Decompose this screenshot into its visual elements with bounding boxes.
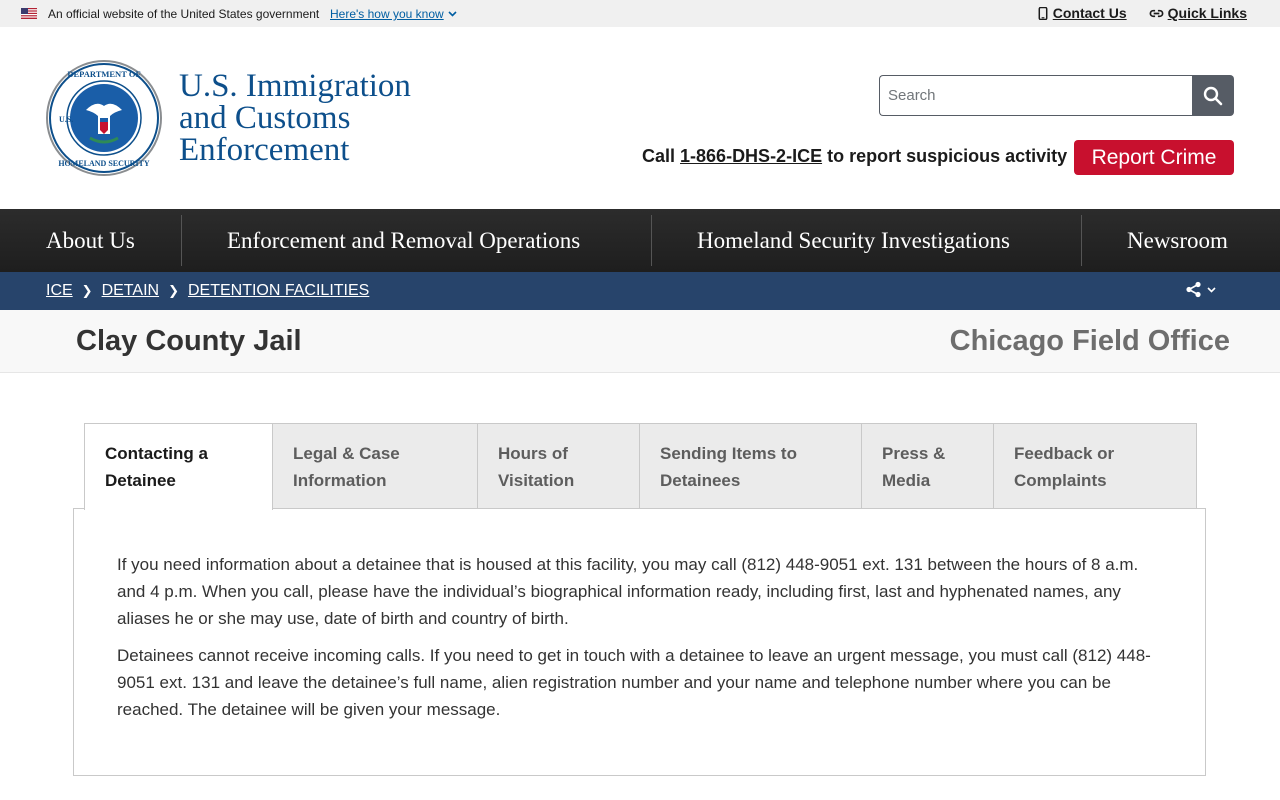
tab-hours-of-visitation[interactable]	[477, 423, 640, 509]
chevron-right-icon: ❯	[168, 283, 179, 298]
tab-label-line2: Detainee	[105, 471, 176, 490]
nav-divider	[1081, 215, 1082, 266]
tab-sending-items[interactable]	[639, 423, 862, 509]
link-icon	[1149, 7, 1164, 19]
tab-label-line2: Detainees	[660, 471, 741, 490]
report-crime-button[interactable]: Report Crime	[1074, 140, 1234, 175]
agency-name-line2: and Customs	[179, 100, 351, 136]
tab-label-line2: Complaints	[1014, 471, 1107, 490]
tab-contacting-detainee[interactable]	[84, 423, 273, 510]
page-title: Clay County Jail	[76, 325, 302, 357]
search-icon	[1203, 86, 1223, 106]
tab-press-media[interactable]	[861, 423, 994, 509]
gov-banner	[0, 0, 1280, 27]
search-form	[879, 75, 1234, 116]
search-button[interactable]	[1192, 75, 1234, 116]
chevron-down-icon	[1207, 287, 1216, 293]
tip-line-phone-link[interactable]: 1-866-DHS-2-ICE	[680, 146, 823, 166]
share-menu[interactable]	[1185, 281, 1216, 298]
share-icon	[1185, 281, 1202, 298]
how-you-know-label: Here's how you know	[330, 7, 444, 21]
tab-label-line1: Press &	[882, 444, 946, 463]
tab-label-line1: Hours of	[498, 444, 568, 463]
report-prefix: Call	[642, 146, 676, 166]
gov-banner-text: An official website of the United States government	[48, 7, 320, 21]
tab-label-line2: Information	[293, 471, 387, 490]
dhs-seal-logo[interactable]	[46, 60, 162, 176]
nav-divider	[181, 215, 182, 266]
contact-info-paragraph: If you need information about a detainee that is housed at this facility, you may call (812) 448-9051 ext. 131 between the hours of 8 a.m. and 4 p.m. When you call, please have the individual’s biographical information ready, including first, last and hyphenated names, any aliases he or she may use, date of birth and country of birth.	[117, 555, 1139, 628]
tab-panel-contacting-detainee	[73, 508, 1206, 776]
mobile-phone-icon	[1037, 7, 1049, 20]
breadcrumb	[0, 272, 1280, 310]
breadcrumb-list	[46, 282, 369, 300]
how-you-know-link[interactable]	[330, 7, 457, 21]
nav-homeland-security-investigations[interactable]: Homeland Security Investigations	[697, 227, 1010, 253]
svg-text:U.S.: U.S.	[59, 115, 74, 124]
tab-label-line1: Contacting a	[105, 444, 208, 463]
agency-name-line3: Enforcement	[179, 132, 350, 168]
breadcrumb-ice[interactable]: ICE	[46, 282, 73, 299]
search-input[interactable]	[879, 75, 1192, 116]
nav-enforcement-removal[interactable]: Enforcement and Removal Operations	[227, 227, 581, 253]
utility-links	[1037, 5, 1247, 21]
tab-label-line2: Visitation	[498, 471, 575, 490]
report-activity-text	[642, 146, 1067, 167]
chevron-down-icon	[448, 11, 457, 17]
nav-about-us[interactable]: About Us	[46, 227, 135, 253]
site-header	[0, 27, 1280, 209]
contact-us-label: Contact Us	[1052, 5, 1127, 21]
nav-divider	[651, 215, 652, 266]
nav-newsroom[interactable]: Newsroom	[1127, 227, 1228, 253]
contact-us-link[interactable]	[1037, 5, 1127, 21]
agency-name[interactable]	[179, 70, 411, 166]
tab-label-line1: Legal & Case	[293, 444, 400, 463]
quick-links-label: Quick Links	[1167, 5, 1247, 21]
report-suffix: to report suspicious activity	[827, 146, 1068, 166]
breadcrumb-detain[interactable]: DETAIN	[101, 282, 160, 299]
field-office-label: Chicago Field Office	[949, 325, 1230, 357]
tab-feedback-complaints[interactable]	[993, 423, 1197, 509]
tab-label-line1: Sending Items to	[660, 444, 797, 463]
chevron-right-icon: ❯	[81, 283, 93, 298]
tab-label-line2: Media	[882, 471, 931, 490]
incoming-calls-paragraph: Detainees cannot receive incoming calls. If you need to get in touch with a detainee to leave an urgent message, you must call (812) 448-9051 ext. 131 and leave the detainee’s full name, alien registration number and your name and telephone number where you can be reached. The detainee will be given your message.	[117, 646, 1151, 719]
main-nav	[0, 209, 1280, 272]
tab-legal-case-information[interactable]	[272, 423, 478, 509]
svg-text:HOMELAND SECURITY: HOMELAND SECURITY	[58, 159, 150, 168]
svg-text:DEPARTMENT OF: DEPARTMENT OF	[67, 69, 141, 79]
quick-links-link[interactable]	[1149, 5, 1247, 21]
agency-name-line1: U.S. Immigration	[179, 68, 411, 104]
breadcrumb-detention-facilities[interactable]: DETENTION FACILITIES	[187, 282, 370, 299]
us-flag-icon	[21, 8, 37, 19]
tab-label-line1: Feedback or	[1014, 444, 1115, 463]
facility-title-bar	[0, 310, 1280, 373]
